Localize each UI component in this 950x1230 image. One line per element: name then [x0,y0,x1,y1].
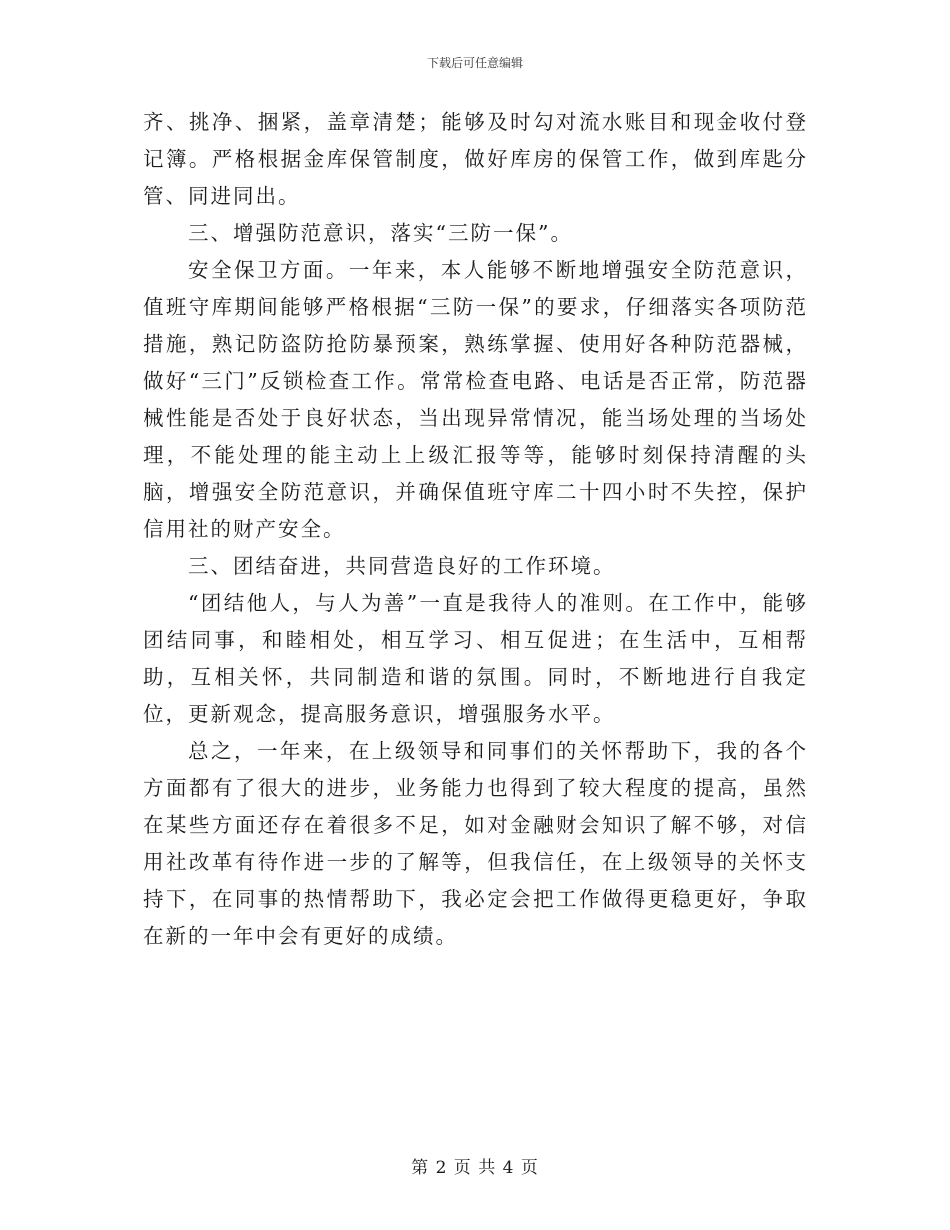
section-heading-prevention: 三、增强防范意识，落实“三防一保”。 [188,221,573,245]
page-header: 下载后可任意编辑 [426,56,523,70]
paragraph-continuation: 齐、挑净、捆紧，盖章清楚；能够及时勾对流水账目和现金收付登记簿。严格根据金库保管制度，做好库房的保管工作，做到库匙分管、同进同出。 [143,110,808,208]
document-body [143,104,808,955]
paragraph-unity: “团结他人，与人为善”一直是我待人的准则。在工作中，能够团结同事，和睦相处，相互学习、相互促进；在生活中，互相帮助，互相关怀，共同制造和谐的氛围。同时，不断地进行自我定位，更新观念，提高服务意识，增强服务水平。 [143,591,808,726]
paragraph-summary: 总之，一年来，在上级领导和同事们的关怀帮助下，我的各个方面都有了很大的进步，业务能力也得到了较大程度的提高，虽然在某些方面还存在着很多不足，如对金融财会知识了解不够，对信用社改革有待作进一步的了解等，但我信任，在上级领导的关怀支持下，在同事的热情帮助下，我必定会把工作做得更稳更好，争取在新的一年中会有更好的成绩。 [143,739,808,948]
page-footer: 第 2 页 共 4 页 [411,1158,539,1178]
paragraph-security: 安全保卫方面。一年来，本人能够不断地增强安全防范意识，值班守库期间能够严格根据“三防一保”的要求，仔细落实各项防范措施，熟记防盗防抢防暴预案，熟练掌握、使用好各种防范器械，做好“三门”反锁检查工作。常常检查电路、电话是否正常，防范器械性能是否处于良好状态，当出现异常情况，能当场处理的当场处理，不能处理的能主动上上级汇报等等，能够时刻保持清醒的头脑，增强安全防范意识，并确保值班守库二十四小时不失控，保护信用社的财产安全。 [143,258,808,541]
section-heading-unity: 三、团结奋进，共同营造良好的工作环境。 [188,554,616,578]
